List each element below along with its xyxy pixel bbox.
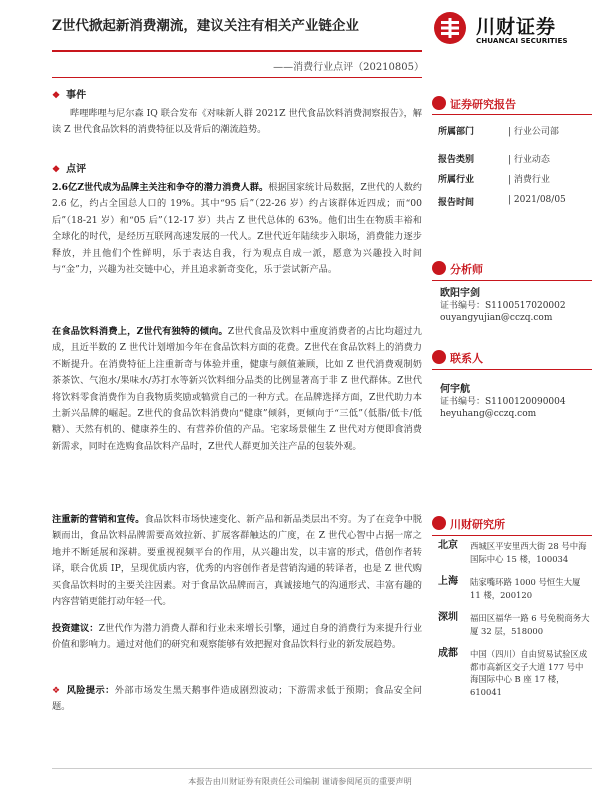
header-rule-lower xyxy=(52,77,422,78)
sidebar-rule xyxy=(432,280,592,281)
paragraph-2: 在食品饮料消费上，Z世代有独特的倾向。Z世代食品及饮料中重度消费者的占比均超过九成，且近半数的 Z 世代计划增加今年在食品饮料方面的花费。Z世代在食品饮料上的消费力不断提升。在消费特征上注重新奇与体验并重，健康与颜值兼顾，比如 Z 世代消费观制奶茶茶饮、气泡水/果味水/苏打水等新兴饮料细分品类的比例显著高于非 Z 世代群体。Z世代将饮料零食消费作为自我物质奖励或犒赏自己的一种方式。在品牌选择方面，Z世代助力本土新兴品牌的崛起。Z世代的食品饮料消费向“健康”倾斜，更倾向于“三低”（低脂/低卡/低糖）、天然有机的、健康养生的、有营养价值的产品。宅家场景催生 Z 世代对方便即食消费新需求，同时在选购食品饮料产品时，Z世代人群更加关注产品的包装外观。 xyxy=(52,326,422,452)
contact-email: heyuhang@cczq.com xyxy=(440,409,537,419)
sidebar-rule xyxy=(432,114,592,115)
institute-heading: 川财研究所 xyxy=(432,516,505,532)
logo-emblem-icon xyxy=(434,12,466,44)
comment-heading: ❖ 点评 xyxy=(52,164,87,175)
logo-name: 川财证券 xyxy=(476,16,557,38)
company-logo xyxy=(432,12,592,48)
contact-card: 何宇航 证书编号：S1100120090004 heyuhang@cczq.com xyxy=(440,384,566,419)
diamond-icon: ❖ xyxy=(52,91,61,101)
risk-paragraph: ❖ 风险提示：外部市场发生黑天鹅事件造成剧烈波动；下游需求低于预期；食品安全问题。 xyxy=(52,685,422,713)
analyst-card: 欧阳宇剑 证书编号：S1100517020002 ouyangyujian@cczq.com xyxy=(440,288,566,323)
footer-disclaimer: 本报告由川财证券有限责任公司编制 谨请参阅尾页的重要声明 xyxy=(188,776,412,786)
report-title: Z世代掀起新消费潮流，建议关注有相关产业链企业 xyxy=(52,18,359,34)
logo-english: CHUANCAI SECURITIES xyxy=(476,36,568,45)
report-subtitle: ——消费行业点评（20210805） xyxy=(273,62,424,73)
report-icon xyxy=(432,96,446,110)
institute-icon xyxy=(432,516,446,530)
sidebar-rule xyxy=(432,369,592,370)
analyst-icon xyxy=(432,261,446,275)
contact-icon xyxy=(432,350,446,364)
paragraph-1: 2.6亿Z世代成为品牌主关注和争夺的潜力消费人群。根据国家统计局数据，Z世代的人数约 2.6 亿，约占全国总人口的 19%。其中“95 后”（22-26 岁）约占该群体近四成；而“00 后”（18-21 岁）和“05 后”（12-17 岁）共占 Z 世代总体的 63%。他们出生在物质丰裕和全球化的时代，是经历互联网高速发展的一代人。Z世代近年陆续步入职场，消费能力逐步释放，并且他们个性鲜明，乐于表达自我，行为观点自成一派，愿意为兴趣投入时间与“金”力，兴趣为社交链中心，并且追求新奇变化，乐于尝试新产品。 xyxy=(52,182,422,276)
paragraph-investment: 投资建议：Z世代作为潜力消费人群和行业未来增长引擎，通过自身的消费行为来提升行业价值和影响力。通过对他们的研究和观察能够有效把握对食品饮料行业的新发展趋势。 xyxy=(52,623,422,651)
sidebar-rule xyxy=(432,535,592,536)
event-paragraph: 哔哩哔哩与尼尔森 IQ 联合发布《对味新人群 2021Z 世代食品饮料消费洞察报告》，解读 Z 世代食品饮料的消费特征以及背后的潮流趋势。 xyxy=(52,108,422,136)
event-heading: ❖ 事件 xyxy=(52,90,87,101)
diamond-icon: ❖ xyxy=(52,685,61,696)
paragraph-3: 注重新的营销和宣传。食品饮料市场快速变化、新产品和新品类层出不穷。为了在竞争中脱颖而出，食品饮料品牌需要高效拉新、扩展客群触达的广度，在 Z 世代心智中占据一席之地并不断延展和深耕。要重视视频平台的作用，从兴趣出发，以丰富的形式，借创作者转译，联合优质 IP，呈现优质内容，优秀的内容创作者是营销沟通的转译者，也是 Z 世代购买食品饮料时的主要关注因素。对于食品饮品牌而言，真诚接地气的沟通形式、丰富有趣的内容营销更能打动年轻一代。 xyxy=(52,514,422,608)
contact-heading: 联系人 xyxy=(432,350,483,366)
footer-rule xyxy=(52,768,592,769)
report-type-heading: 证券研究报告 xyxy=(432,96,516,112)
diamond-icon: ❖ xyxy=(52,165,61,175)
header-rule xyxy=(52,50,422,52)
analyst-heading: 分析师 xyxy=(432,261,483,277)
